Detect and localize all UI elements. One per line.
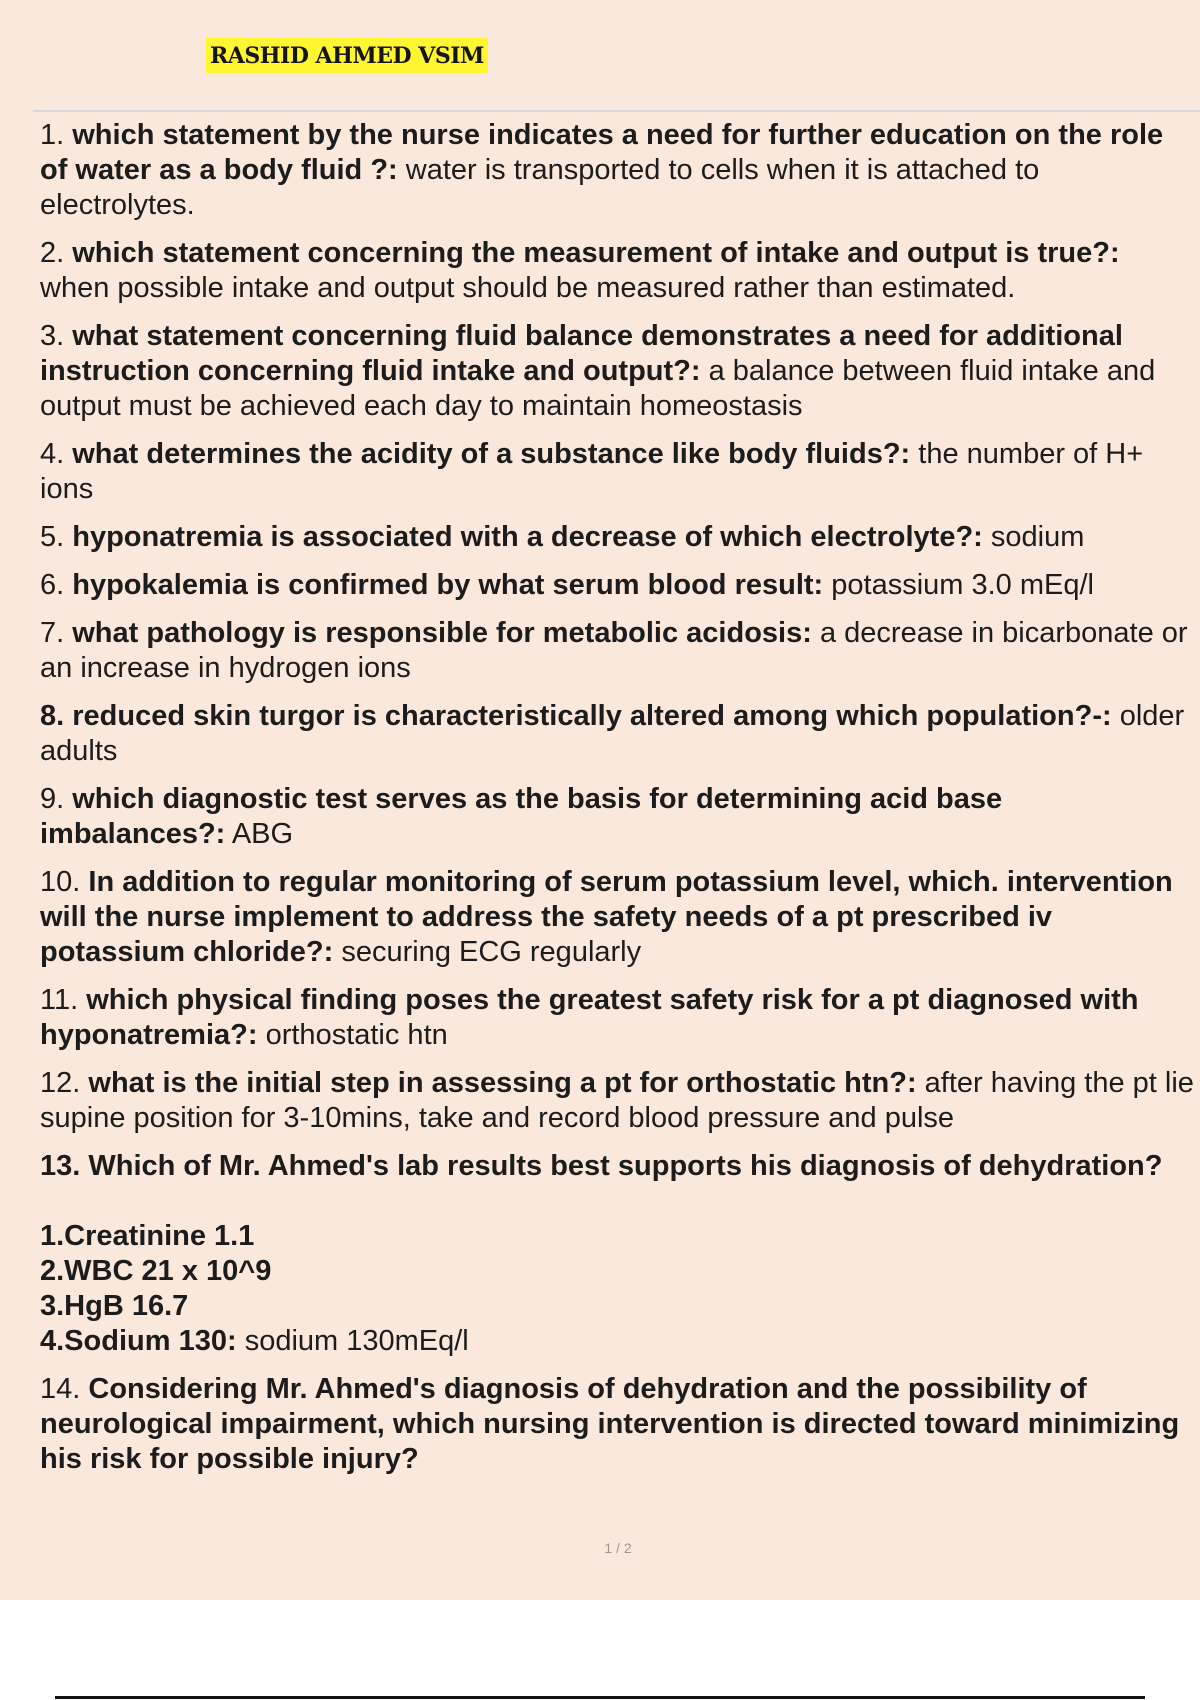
qa-item-13	[40, 1149, 1195, 1359]
qa-item-2: 2. which statement concerning the measurement of intake and output is true?: when possible intake and output should be measured rather than estimated.	[40, 237, 1120, 304]
footer-divider	[55, 1696, 1145, 1699]
header-divider	[33, 110, 1200, 112]
qa-item-6: 6. hypokalemia is confirmed by what serum blood result: potassium 3.0 mEq/l	[40, 569, 1094, 601]
qa-13-answer: sodium 130mEq/l	[244, 1325, 469, 1357]
qa-item-4: 4. what determines the acidity of a substance like body fluids?: the number of H+ ions	[40, 438, 1144, 505]
qa-13-option: 3.HgB 16.7	[40, 1290, 189, 1322]
title-wrap	[206, 38, 488, 73]
qa-item-3: 3. what statement concerning fluid balance demonstrates a need for additional instruction concerning fluid intake and output?: a balance between fluid intake and output must be achieved each day to maintain homeostasis	[40, 320, 1156, 422]
qa-13-option-last: 4.Sodium 130: sodium 130mEq/l	[40, 1325, 469, 1357]
qa-item-10: 10. In addition to regular monitoring of serum potassium level, which. intervention will the nurse implement to address the safety needs of a pt prescribed iv potassium chloride?: securing ECG regularly	[40, 866, 1173, 968]
qa-13-option: 2.WBC 21 x 10^9	[40, 1255, 272, 1287]
qa-item-8: 8. reduced skin turgor is characteristically altered among which population?-: older adults	[40, 700, 1185, 767]
qa-list	[40, 118, 1195, 1490]
qa-13-option: 1.Creatinine 1.1	[40, 1220, 255, 1252]
qa-13-question: 13. Which of Mr. Ahmed's lab results best supports his diagnosis of dehydration?	[40, 1150, 1163, 1182]
qa-item-12: 12. what is the initial step in assessing a pt for orthostatic htn?: after having the pt lie supine position for 3-10mins, take and record blood pressure and pulse	[40, 1067, 1194, 1134]
qa-item-5: 5. hyponatremia is associated with a decrease of which electrolyte?: sodium	[40, 521, 1085, 553]
document-title: RASHID AHMED VSIM	[206, 38, 488, 73]
qa-item-1: 1. which statement by the nurse indicates a need for further education on the role of water as a body fluid ?: water is transported to cells when it is attached to electrolytes.	[40, 119, 1164, 221]
qa-13-options	[40, 1219, 1195, 1359]
qa-item-9: 9. which diagnostic test serves as the basis for determining acid base imbalances?: ABG	[40, 783, 1003, 850]
page-indicator: 1 / 2	[604, 1540, 632, 1556]
qa-item-7: 7. what pathology is responsible for metabolic acidosis: a decrease in bicarbonate or an increase in hydrogen ions	[40, 617, 1188, 684]
qa-item-14: 14. Considering Mr. Ahmed's diagnosis of dehydration and the possibility of neurological impairment, which nursing intervention is directed toward minimizing his risk for possible injury?	[40, 1373, 1180, 1475]
qa-item-11: 11. which physical finding poses the greatest safety risk for a pt diagnosed with hyponatremia?: orthostatic htn	[40, 984, 1139, 1051]
